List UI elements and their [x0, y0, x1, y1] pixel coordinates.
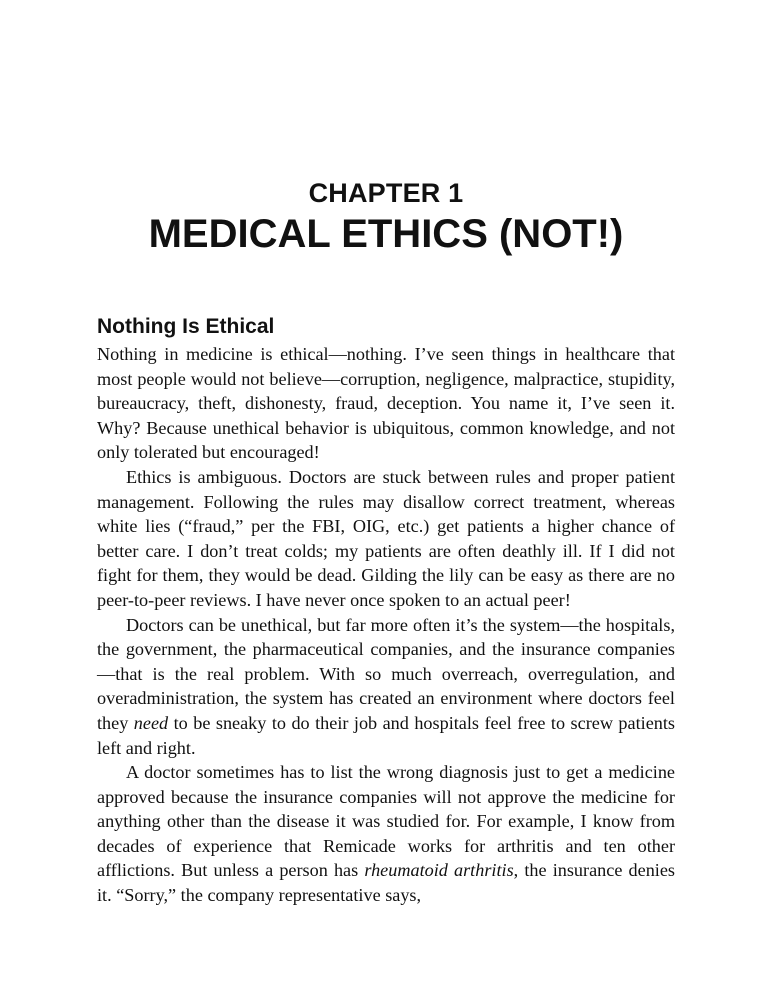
body-text: [97, 342, 675, 908]
chapter-number: CHAPTER 1: [308, 178, 464, 208]
paragraph-3-emphasis: need: [133, 712, 169, 733]
paragraph-4-emphasis: rheumatoid arthritis: [364, 860, 514, 881]
paragraph-1: Nothing in medicine is ethical—nothing. I’ve seen things in healthcare that most people would not believe—corruption, negligence, malpractice, stupidity, bureaucracy, theft, dishonesty, fraud, deception. You name it, I’ve seen it. Why? Because unethical behavior is ubiquitous, common knowledge, and not only tolerated but encouraged!: [97, 344, 675, 463]
chapter-title: MEDICAL ETHICS (NOT!): [148, 212, 624, 256]
section-heading: Nothing Is Ethical: [97, 315, 275, 338]
paragraph-2: Ethics is ambiguous. Doctors are stuck between rules and proper patient management. Following the rules may disallow correct treatment, whereas white lies (“fraud,” per the FBI, OIG, etc.) get patients a higher chance of better care. I don’t treat colds; my patients are often deathly ill. If I did not fight for them, they would be dead. Gilding the lily can be easy as there are no peer-to-peer reviews. I have never once spoken to an actual peer!: [97, 466, 675, 610]
paragraph-3: [97, 613, 675, 761]
paragraph-4-text-start: A doctor sometimes has to list the wrong diagnosis just to get a medicine approved because the insurance companies will not approve the medicine for anything other than the disease it was studied for. For example, I know from decades of experience that Remicade works for arthritis and ten other afflictions. But unless a person has: [97, 762, 675, 881]
paragraph-3-text-start: Doctors can be unethical, but far more often it’s the system—the hospitals, the government, the pharmaceutical companies, and the insurance companies—that is the real problem. With so much overreach, overregulation, and overadministration, the system has created an environment where doctors feel they: [97, 614, 675, 733]
paragraph-4-text-end: , the insurance denies it. “Sorry,” the company representative says,: [97, 860, 675, 906]
paragraph-3-text-end: to be sneaky to do their job and hospitals feel free to screw patients left and right.: [97, 712, 675, 758]
paragraph-4: [97, 760, 675, 908]
